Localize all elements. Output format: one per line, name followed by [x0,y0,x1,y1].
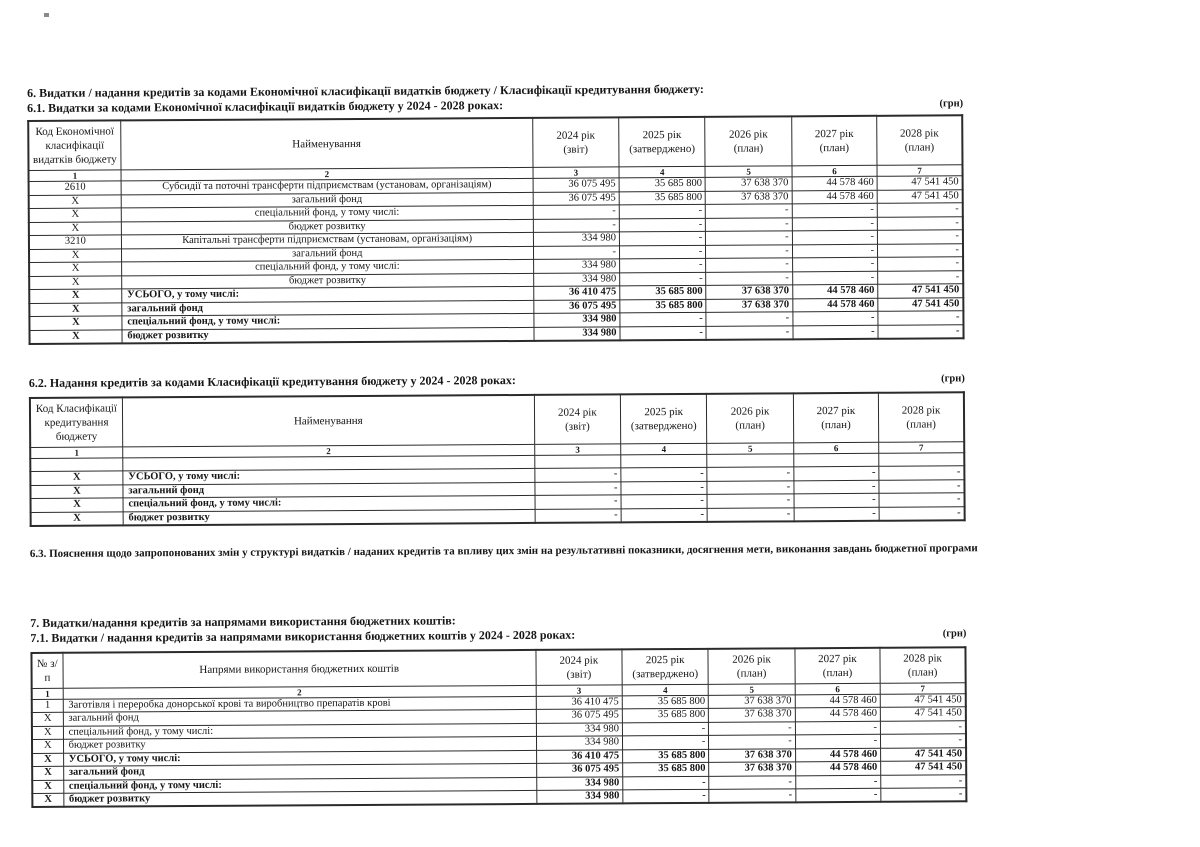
row-label-cell: спеціальний фонд, у тому числі: [63,777,536,793]
value-cell: 37 638 370 [709,694,795,708]
row-label-cell: спеціальний фонд, у тому числі: [121,205,533,221]
row-code-cell: 3210 [29,235,121,249]
value-cell: - [535,495,621,509]
value-cell: - [707,467,793,481]
value-cell: 37 638 370 [709,748,795,762]
value-cell: - [879,466,965,480]
row-label-cell: спеціальний фонд, у тому числі: [122,313,534,329]
column-index-cell: 4 [619,166,705,178]
value-cell: 334 980 [536,736,622,750]
value-cell: 35 685 800 [620,299,706,313]
value-cell: 36 075 495 [533,299,619,313]
row-label-cell: Субсидії та поточні трансферти підприємствам (установам, організаціям) [121,178,533,194]
row-code-cell: X [29,275,121,289]
column-index-cell: 5 [707,442,793,454]
row-label-cell: спеціальний фонд, у тому числі: [121,259,533,275]
row-code-cell: X [29,262,121,276]
value-cell: 37 638 370 [709,762,795,776]
value-cell: - [793,325,878,339]
value-cell: - [795,721,880,735]
value-cell: - [795,775,880,789]
value-cell: 47 541 450 [878,297,964,311]
row-code-cell: X [29,194,121,208]
year-column-header: 2025 рік (затверджено) [619,117,706,167]
name-column-header: Напрями використання бюджетних коштів [63,649,536,687]
section-7-1-title: 7.1. Видатки / надання кредитів за напрямами використання бюджетних коштів у 2024 - 2028 роках: [30,627,576,645]
value-cell: - [706,204,792,218]
value-cell: - [535,508,621,522]
value-cell: 47 541 450 [880,707,966,721]
currency-note: (грн) [942,627,967,639]
row-code-cell: X [32,739,63,753]
year-column-header: 2026 рік (план) [707,393,794,443]
value-cell: - [707,507,793,521]
value-cell: - [622,722,708,736]
row-code-cell: X [29,208,121,222]
column-index-cell: 4 [621,443,707,455]
column-index-cell: 7 [879,441,964,453]
value-cell: 36 410 475 [536,695,622,709]
year-column-header: 2027 рік (план) [795,647,881,683]
value-cell: - [706,325,792,339]
row-code-cell: X [30,471,122,485]
value-cell: - [792,203,877,217]
value-cell: - [533,245,619,259]
year-column-header: 2024 рік (звіт) [534,394,621,444]
value-cell: - [622,735,708,749]
row-label-cell: УСЬОГО, у тому числі: [122,286,534,302]
value-cell: - [620,312,706,326]
row-code-cell: X [29,289,121,303]
year-column-header: 2028 рік (план) [877,115,963,165]
column-index-cell: 5 [705,166,791,178]
value-cell: - [792,230,877,244]
code-column-header: № з/п [31,652,62,688]
year-column-header: 2024 рік (звіт) [532,117,619,167]
value-cell: - [535,481,621,495]
column-index-cell: 1 [29,170,121,182]
value-cell: - [794,480,879,494]
value-cell: 44 578 460 [795,748,880,762]
value-cell: - [706,258,792,272]
value-cell: 37 638 370 [706,190,792,204]
row-code-cell: X [29,329,121,343]
value-cell: 334 980 [534,326,620,340]
row-label-cell: спеціальний фонд, у тому числі: [63,723,536,739]
value-cell: 37 638 370 [709,708,795,722]
value-cell: - [706,244,792,258]
row-code-cell: X [32,712,63,726]
row-code-cell: X [29,316,121,330]
value-cell: 36 075 495 [533,191,619,205]
value-cell: - [878,270,964,284]
value-cell: 334 980 [533,259,619,273]
value-cell: - [792,257,877,271]
row-code-cell: X [31,498,123,512]
row-code-cell: X [32,780,63,794]
value-cell: - [706,231,792,245]
value-cell [534,454,620,468]
row-label-cell: Заготівля і переробка донорської крові та виробництво препаратів крові [63,696,536,712]
value-cell: - [620,326,706,340]
row-label-cell: спеціальний фонд, у тому числі: [123,495,535,511]
value-cell: 35 685 800 [619,177,705,191]
column-index-cell: 2 [123,444,535,458]
value-cell: 44 578 460 [793,298,878,312]
column-index-cell: 1 [32,688,63,699]
section-6-2-title: 6.2. Надання кредитів за кодами Класифікації кредитування бюджету у 2024 - 2028 роках: [28,372,516,390]
code-column-header: Код Економічної класифікації видатків бюджету [28,120,121,170]
code-column-header: Код Класифікації кредитування бюджету [30,397,123,447]
row-label-cell: загальний фонд [121,246,533,262]
row-code-cell: X [29,221,121,235]
value-cell: - [792,244,877,258]
header-row [31,647,965,688]
column-index-cell: 7 [880,682,965,694]
row-label-cell: загальний фонд [121,192,533,208]
value-cell: 334 980 [536,790,622,804]
value-cell: - [796,788,881,802]
value-cell: - [792,217,877,231]
value-cell [879,452,965,466]
year-column-header: 2026 рік (план) [708,648,795,684]
table-expenditures-by-economic-classification [27,114,964,344]
row-code-cell: X [29,248,121,262]
row-code-cell: X [32,726,63,740]
value-cell: - [793,311,878,325]
value-cell: 36 075 495 [533,178,619,192]
value-cell: 44 578 460 [792,190,877,204]
value-cell: - [794,507,879,521]
row-label-cell: загальний фонд [122,300,534,316]
row-code-cell: X [32,753,63,767]
year-column-header: 2025 рік (затверджено) [620,393,707,443]
header-row [28,115,962,170]
table-expenditures-by-direction [30,646,967,808]
year-column-header: 2027 рік (план) [793,392,879,442]
value-cell: 334 980 [534,313,620,327]
value-cell: 47 541 450 [877,189,963,203]
value-cell: 35 685 800 [623,762,709,776]
column-index-cell: 6 [795,683,880,695]
value-cell: 44 578 460 [792,176,877,190]
value-cell: - [794,493,879,507]
value-cell: - [709,789,795,803]
value-cell: - [533,205,619,219]
section-6-3-text: 6.3. Пояснення щодо запропонованих змін у структурі видатків / наданих кредитів та впливу цих змін на результативні показники, досягнення мети, виконання завдань бюджетної програми [29,541,978,560]
column-index-cell: 6 [792,165,877,177]
row-code-cell: 1 [32,699,63,713]
value-cell: - [881,774,967,788]
section-6-title: 6. Видатки / надання кредитів за кодами Економічної класифікації видатків бюджету / Класифікації кредитування бюджету: [27,81,704,100]
value-cell: - [878,324,964,338]
row-label-cell: загальний фонд [123,482,535,498]
value-cell: - [878,243,964,257]
value-cell: 37 638 370 [705,177,791,191]
section-7-title: 7. Видатки/надання кредитів за напрямами використання бюджетних коштів: [30,612,456,630]
page-content [27,80,978,808]
section-6-1-title: 6.1. Видатки за кодами Економічної класифікації видатків бюджету у 2024 - 2028 роках: [27,98,504,115]
header-row [30,392,964,447]
row-code-cell: 2610 [29,181,121,195]
value-cell: - [621,508,707,522]
value-cell: - [879,493,965,507]
value-cell: 44 578 460 [795,707,880,721]
value-cell: - [619,204,705,218]
value-cell: - [621,481,707,495]
value-cell: 35 685 800 [620,285,706,299]
value-cell: - [621,467,707,481]
value-cell: 37 638 370 [706,298,792,312]
value-cell: - [619,218,705,232]
value-cell: - [879,479,965,493]
value-cell: - [879,506,965,520]
value-cell: 47 541 450 [878,284,964,298]
value-cell: 36 075 495 [536,763,622,777]
value-cell: 334 980 [536,776,622,790]
row-code-cell: X [32,766,63,780]
column-index-cell: 7 [877,165,962,177]
value-cell: 47 541 450 [881,761,967,775]
value-cell: 334 980 [536,722,622,736]
column-index-cell: 3 [534,443,620,455]
row-label-cell: бюджет розвитку [122,327,534,343]
year-column-header: 2024 рік (звіт) [536,649,623,685]
value-cell: - [620,272,706,286]
scan-artifact [44,13,49,17]
value-cell [621,454,707,468]
value-cell: - [707,494,793,508]
row-code-cell: X [32,793,63,807]
row-code-cell: X [29,302,121,316]
column-index-cell: 5 [709,683,795,695]
row-label-cell: загальний фонд [63,763,536,779]
value-cell: - [709,735,795,749]
row-label-cell: бюджет розвитку [123,509,535,525]
value-cell: - [621,494,707,508]
column-index-cell: 2 [63,685,536,699]
year-column-header: 2028 рік (план) [880,647,966,683]
value-cell: 47 541 450 [877,176,963,190]
value-cell [707,453,793,467]
column-index-cell: 2 [121,167,533,181]
row-code-cell: X [31,511,123,525]
value-cell: - [534,468,620,482]
row-code-cell: X [30,484,122,498]
value-cell: - [707,480,793,494]
value-cell: 36 410 475 [533,286,619,300]
row-label-cell: бюджет розвитку [122,273,534,289]
currency-note: (грн) [939,98,964,110]
value-cell: 334 980 [533,272,619,286]
value-cell: - [706,271,792,285]
value-cell: - [709,721,795,735]
value-cell: - [709,775,795,789]
value-cell [793,453,878,467]
year-column-header: 2026 рік (план) [705,116,792,166]
value-cell: - [623,789,709,803]
column-index-cell: 3 [536,684,622,696]
value-cell: 334 980 [533,232,619,246]
value-cell: - [706,217,792,231]
row-label-cell: УСЬОГО, у тому числі: [63,750,536,766]
value-cell: - [881,734,967,748]
name-column-header: Найменування [122,394,534,446]
section-6-2-line [29,370,965,391]
value-cell: - [533,218,619,232]
value-cell: 35 685 800 [622,708,708,722]
column-index-cell: 3 [533,167,619,179]
value-cell: - [795,734,880,748]
value-cell: 35 685 800 [623,749,709,763]
table-credits-by-classification [29,391,966,527]
value-cell: - [878,311,964,325]
year-column-header: 2027 рік (план) [791,116,877,166]
value-cell: 44 578 460 [795,694,880,708]
value-cell: - [623,776,709,790]
column-index-cell: 4 [622,684,708,696]
value-cell: - [619,245,705,259]
value-cell: - [877,203,963,217]
row-label-cell: УСЬОГО, у тому числі: [123,468,535,484]
currency-note: (грн) [941,372,965,384]
value-cell: 47 541 450 [881,747,967,761]
value-cell: 37 638 370 [706,285,792,299]
value-cell: 35 685 800 [619,191,705,205]
value-cell: - [877,216,963,230]
row-label-cell: загальний фонд [63,709,536,725]
row-label-cell: Капітальні трансферти підприємствам (установам, організаціям) [121,232,533,248]
name-column-header: Найменування [121,118,533,170]
value-cell: 44 578 460 [795,761,880,775]
value-cell: - [620,258,706,272]
value-cell: - [794,466,879,480]
value-cell: - [619,231,705,245]
year-column-header: 2028 рік (план) [878,392,964,442]
value-cell: - [878,257,964,271]
column-index-cell: 6 [793,442,878,454]
value-cell: - [880,720,966,734]
value-cell: - [881,788,967,802]
value-cell: 36 410 475 [536,749,622,763]
value-cell: 44 578 460 [792,284,877,298]
column-index-cell: 1 [30,446,122,458]
value-cell: - [792,271,877,285]
value-cell: - [877,230,963,244]
row-code-cell [30,457,122,471]
value-cell: 47 541 450 [880,693,966,707]
row-label-cell: бюджет розвитку [121,219,533,235]
row-label-cell: бюджет розвитку [63,790,536,806]
row-label-cell: бюджет розвитку [63,736,536,752]
value-cell: 36 075 495 [536,709,622,723]
value-cell: 35 685 800 [622,695,708,709]
year-column-header: 2025 рік (затверджено) [622,648,709,684]
value-cell: - [706,312,792,326]
